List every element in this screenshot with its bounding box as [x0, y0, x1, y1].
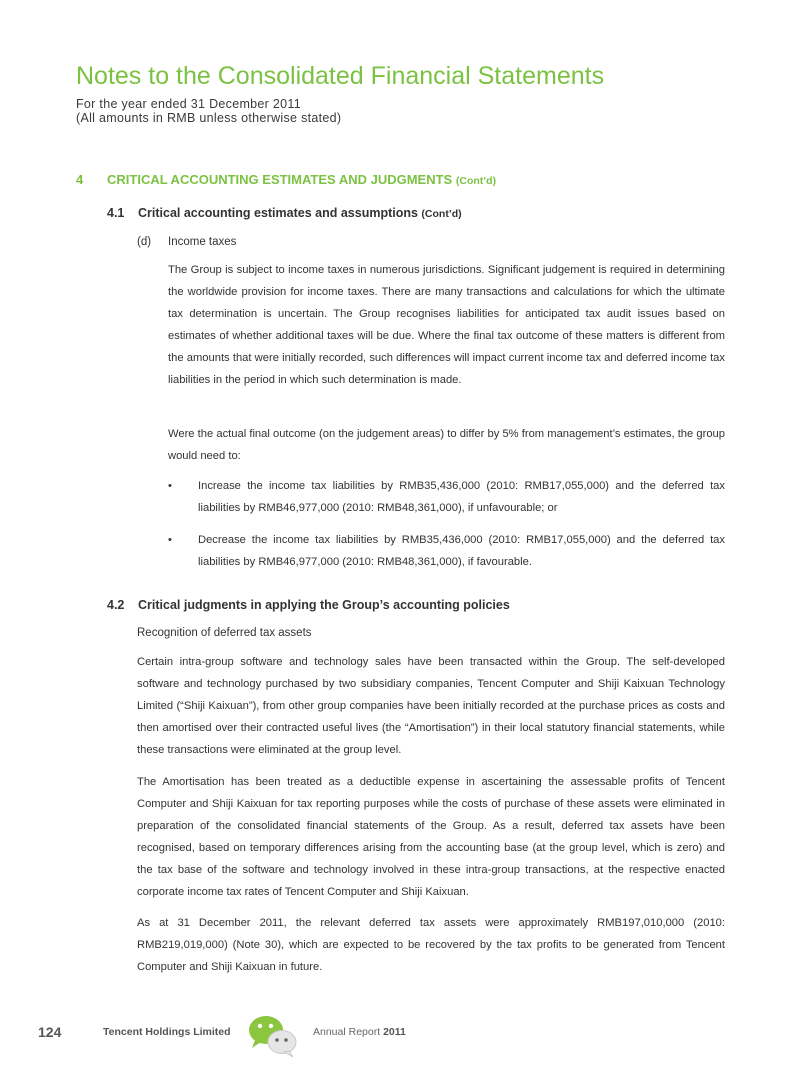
item-title: Income taxes: [168, 236, 237, 248]
section-heading: [76, 172, 496, 187]
deferred-tax-assets-paragraph: As at 31 December 2011, the relevant deferred tax assets were approximately RMB197,010,000 (2010: RMB219,019,000) (Note 30), which are expected to be recovered by the tax profits to be generated from Tencent Computer and Shiji Kaixuan in future.: [137, 917, 725, 973]
page-subtitle: [76, 97, 341, 125]
subsection-title: Critical accounting estimates and assumptions: [138, 206, 418, 220]
deferred-tax-subheading: Recognition of deferred tax assets: [137, 627, 312, 639]
subsection-number: 4.1: [107, 206, 125, 220]
subtitle-period: For the year ended 31 December 2011: [76, 97, 301, 111]
income-tax-paragraph: The Group is subject to income taxes in numerous jurisdictions. Significant judgement is required in determining the worldwide provision for income taxes. There are many transactions and calculations for which the ultimate tax determination is uncertain. The Group recognises liabilities for anticipated tax audit issues based on estimates of whether additional taxes will be due. Where the final tax outcome of these matters is different from the amounts that were initially recorded, such differences will impact current income tax and deferred income tax liabilities in the period in which such determination is made.: [168, 264, 725, 386]
bullet-text: Increase the income tax liabilities by RMB35,436,000 (2010: RMB17,055,000) and the deferred tax liabilities by RMB46,977,000 (2010: RMB48,361,000), if unfavourable; or: [198, 480, 725, 514]
bullet-icon: •: [168, 534, 172, 546]
bullet-icon: •: [168, 480, 172, 492]
wechat-bubbles-icon: [245, 1012, 303, 1063]
page-footer: [38, 1024, 438, 1044]
subsection-cont-label: (Cont’d): [421, 208, 462, 220]
item-label: (d): [137, 236, 152, 248]
subsection-number: 4.2: [107, 598, 125, 612]
report-label-text: Annual Report: [313, 1026, 381, 1038]
page-title: Notes to the Consolidated Financial Statements: [76, 62, 605, 90]
outcome-paragraph: Were the actual final outcome (on the judgement areas) to differ by 5% from management’s estimates, the group would need to:: [168, 428, 725, 462]
company-name: Tencent Holdings Limited: [103, 1026, 231, 1038]
subtitle-currency-note: (All amounts in RMB unless otherwise stated): [76, 111, 342, 125]
subsection-title: Critical judgments in applying the Group’s accounting policies: [138, 598, 510, 612]
annual-report-label: [313, 1026, 406, 1038]
section-cont-label: (Cont’d): [455, 175, 497, 187]
section-title: CRITICAL ACCOUNTING ESTIMATES AND JUDGMENTS: [107, 172, 453, 187]
page-number: 124: [38, 1024, 62, 1040]
subsection-4-1-heading: [107, 206, 462, 220]
bullet-item-unfavourable: [168, 476, 725, 520]
item-d-heading: [137, 236, 236, 248]
intra-group-paragraph: Certain intra-group software and technology sales have been transacted within the Group. The self-developed software and technology purchased by two subsidiary companies, Tencent Computer and Shiji Kaixuan Technology Limited (“Shiji Kaixuan”), from other group companies have been initially recorded at the purchase prices as costs and then amortised over their contracted useful lives (the “Amortisation”) in their local statutory financial statements, while these transactions were eliminated at the group level.: [137, 656, 725, 756]
report-year: 2011: [383, 1026, 406, 1038]
subsection-4-2-heading: [107, 598, 510, 612]
section-number: 4: [76, 172, 84, 187]
bullet-text: Decrease the income tax liabilities by RMB35,436,000 (2010: RMB17,055,000) and the deferred tax liabilities by RMB46,977,000 (2010: RMB48,361,000), if favourable.: [198, 534, 725, 568]
amortisation-paragraph: The Amortisation has been treated as a deductible expense in ascertaining the assessable profits of Tencent Computer and Shiji Kaixuan for tax reporting purposes while the costs of purchase of these assets were eliminated in preparation of the consolidated financial statements of the Group. As a result, deferred tax assets have been recognised, based on temporary differences arising from the accounting base (at the group level, which is zero) and the tax base of the software and technology involved in these intra-group transactions, at the respective enacted corporate income tax rates of Tencent Computer and Shiji Kaixuan.: [137, 776, 725, 898]
bullet-item-favourable: [168, 530, 725, 574]
